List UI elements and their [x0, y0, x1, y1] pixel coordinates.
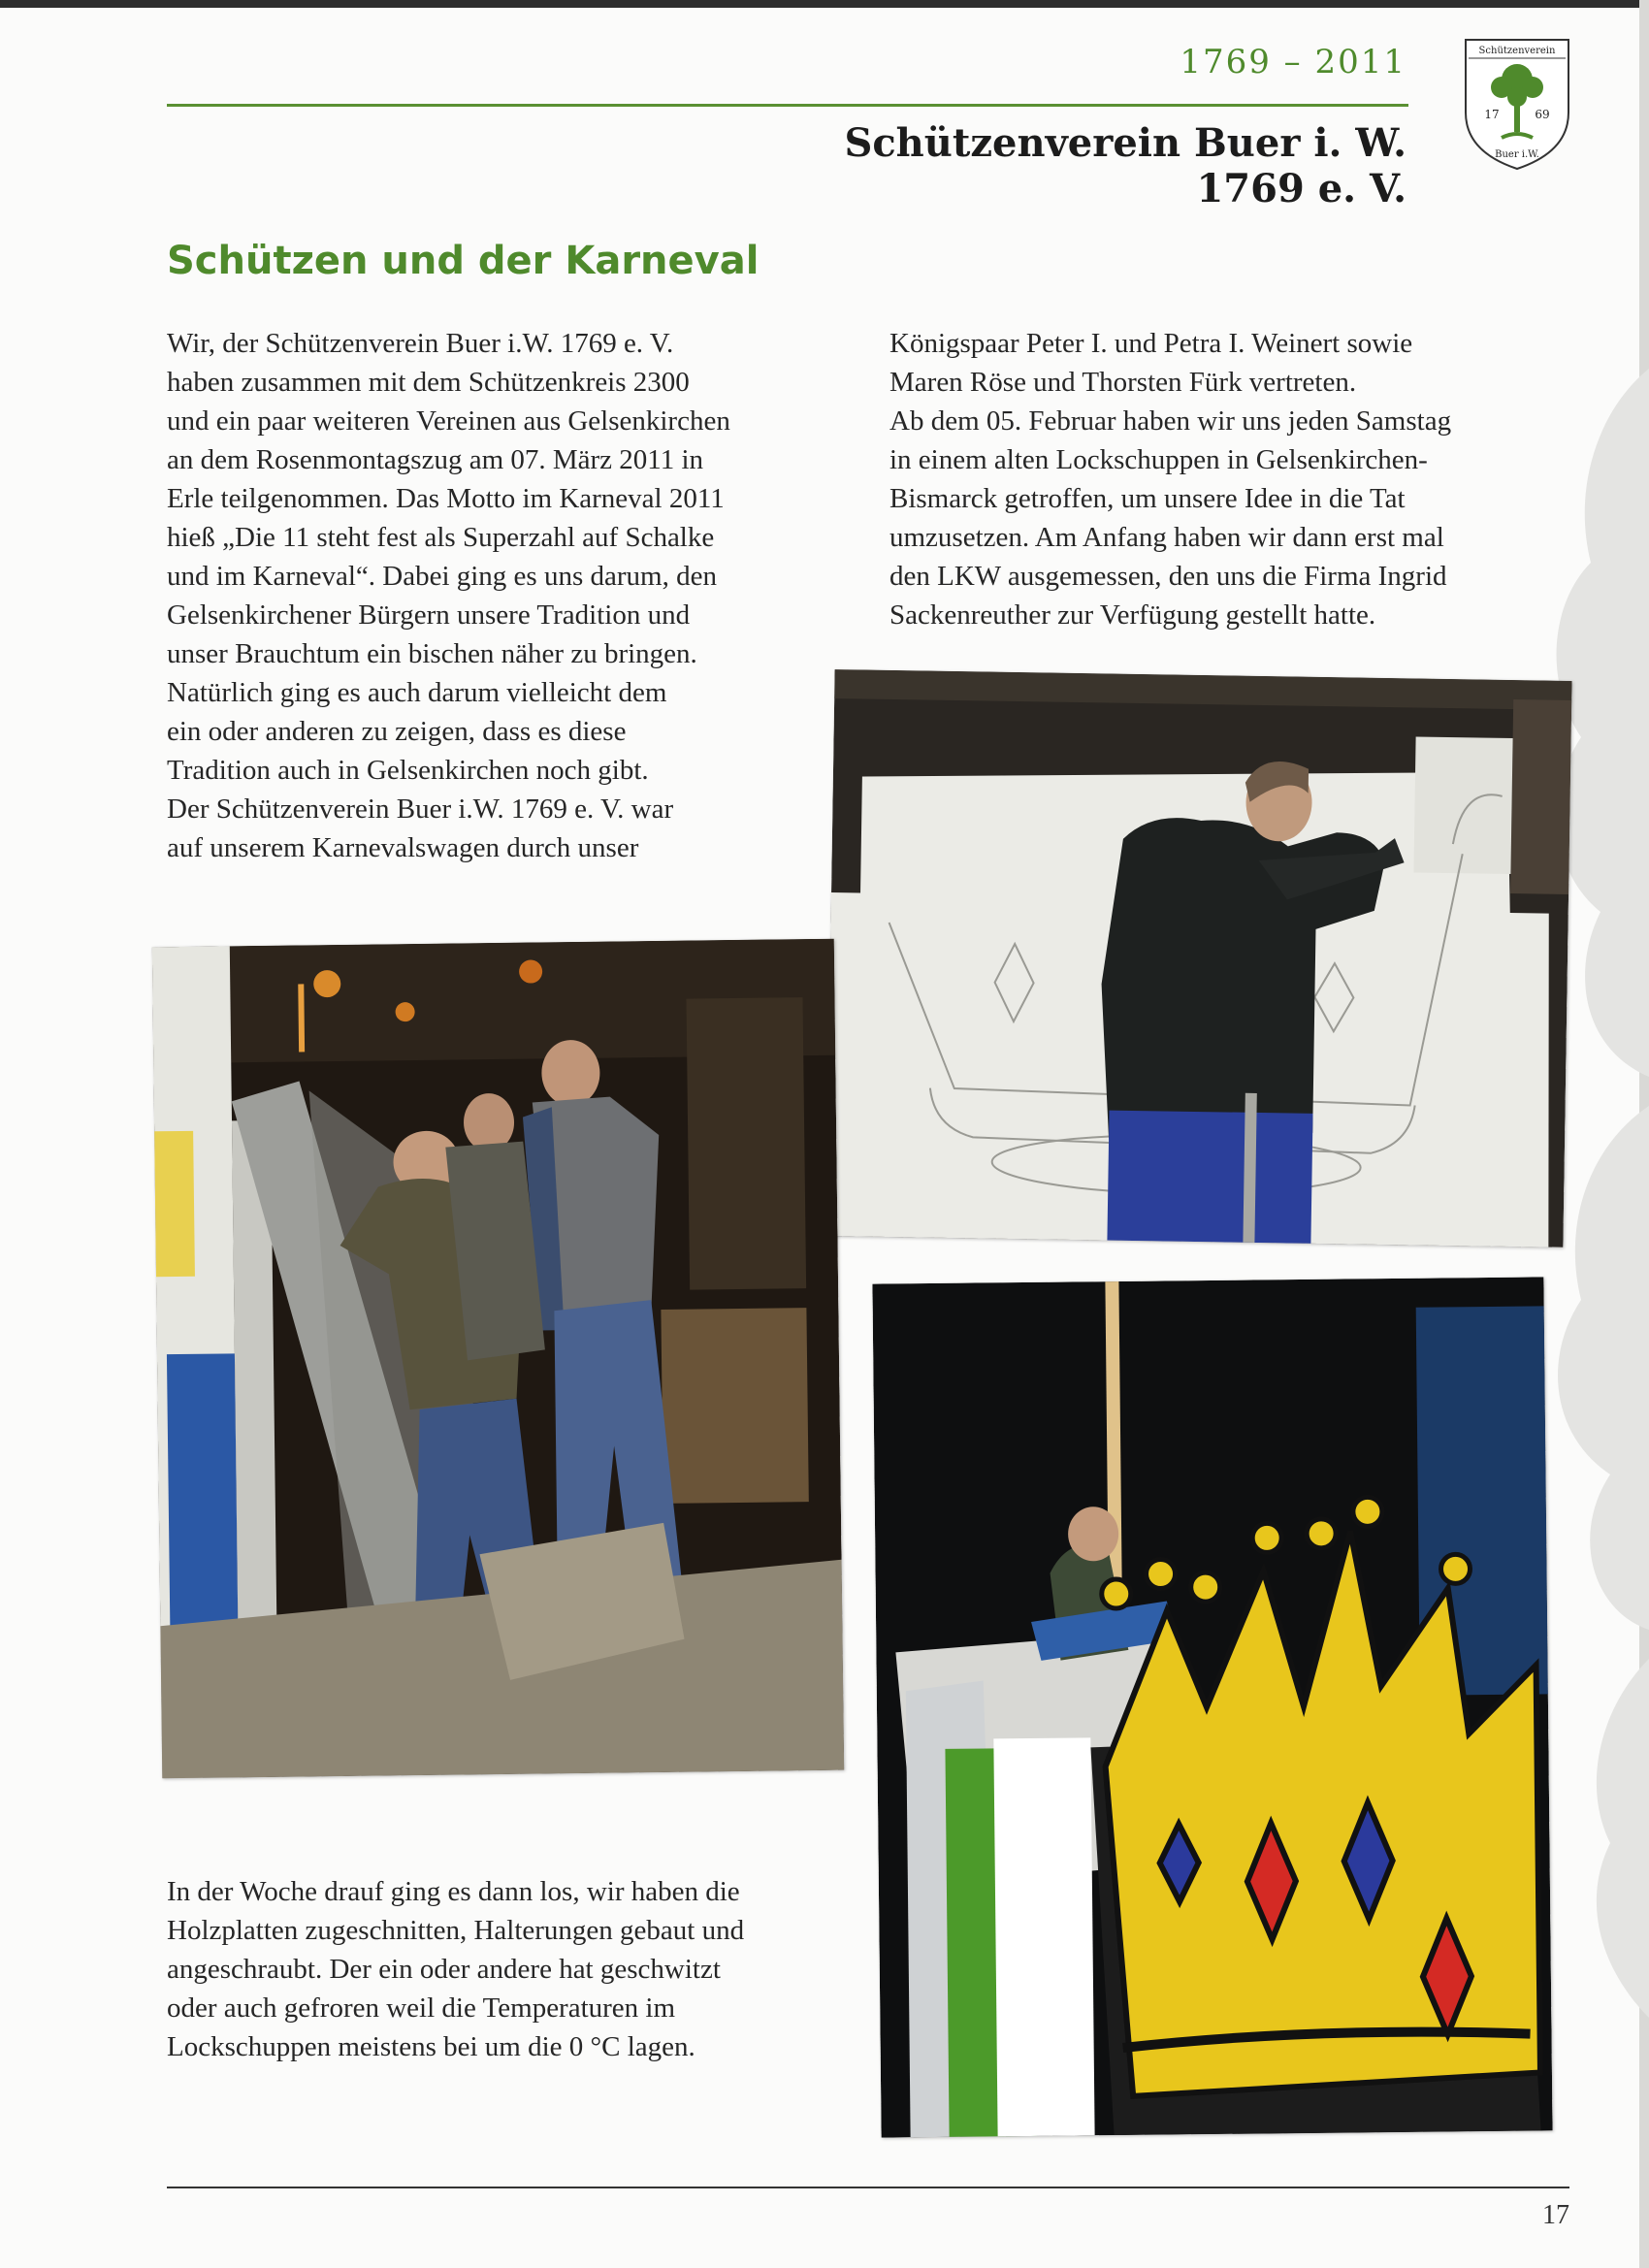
photo-drawing-crown [825, 669, 1571, 1247]
page-top-edge [0, 0, 1649, 8]
text-line: Bismarck getroffen, um unsere Idee in die Tat [889, 483, 1406, 514]
header-years: 1769 – 2011 [1180, 43, 1406, 81]
header-rule [167, 104, 1408, 107]
text-line: auf unserem Karnevalswagen durch unser [167, 832, 639, 863]
article-bottom-column [167, 1872, 846, 2066]
text-line: Maren Röse und Thorsten Fürk vertreten. [889, 367, 1357, 398]
text-line: Holzplatten zugeschnitten, Halterungen gebaut und [167, 1915, 745, 1946]
text-line: In der Woche drauf ging es dann los, wir haben die [167, 1876, 740, 1907]
text-line: an dem Rosenmontagszug am 07. März 2011 in [167, 444, 704, 475]
text-line: Der Schützenverein Buer i.W. 1769 e. V. war [167, 794, 674, 825]
text-line: in einem alten Lockschuppen in Gelsenkirchen- [889, 444, 1428, 475]
page-number: 17 [1542, 2200, 1569, 2230]
text-line: und im Karneval“. Dabei ging es uns darum, den [167, 561, 717, 592]
text-line: Gelsenkirchener Bürgern unsere Tradition und [167, 599, 691, 631]
text-line: haben zusammen mit dem Schützenkreis 2300 [167, 367, 690, 398]
article-title: Schützen und der Karneval [167, 239, 760, 283]
text-line: oder auch gefroren weil die Temperaturen im [167, 1993, 676, 2024]
footer-rule [167, 2187, 1569, 2188]
text-line: Königspaar Peter I. und Petra I. Weinert sowie [889, 328, 1413, 359]
crest-bottom-text: Buer i.W. [1495, 149, 1539, 160]
text-line: Ab dem 05. Februar haben wir uns jeden Samstag [889, 405, 1452, 437]
text-line: den LKW ausgemessen, den uns die Firma Ingrid [889, 561, 1447, 592]
crest-year-left: 17 [1484, 108, 1500, 121]
text-line: Wir, der Schützenverein Buer i.W. 1769 e. V. [167, 328, 674, 359]
text-line: Natürlich ging es auch darum vielleicht dem [167, 677, 667, 708]
club-crest-icon [1463, 37, 1571, 171]
article-left-column [167, 324, 826, 867]
text-line: Tradition auch in Gelsenkirchen noch gibt. [167, 755, 649, 786]
text-line: Sackenreuther zur Verfügung gestellt hatte. [889, 599, 1376, 631]
text-line: Lockschuppen meistens bei um die 0 °C lagen. [167, 2031, 695, 2062]
text-line: unser Brauchtum ein bischen näher zu bringen. [167, 638, 697, 669]
text-line: umzusetzen. Am Anfang haben wir dann erst mal [889, 522, 1444, 553]
crest-year-right: 69 [1535, 108, 1550, 121]
article-right-column [889, 324, 1510, 634]
text-line: ein oder anderen zu zeigen, dass es diese [167, 716, 627, 747]
text-line: Erle teilgenommen. Das Motto im Karneval 2011 [167, 483, 725, 514]
crest-top-text: Schützenverein [1478, 46, 1556, 56]
photo-yellow-crown [872, 1277, 1552, 2137]
text-line: angeschraubt. Der ein oder andere hat geschwitzt [167, 1954, 721, 1985]
text-line: und ein paar weiteren Vereinen aus Gelsenkirchen [167, 405, 730, 437]
header-club-name: Schützenverein Buer i. W. 1769 e. V. [844, 120, 1406, 211]
photo-drilling-board [152, 939, 844, 1779]
text-line: hieß „Die 11 steht fest als Superzahl auf Schalke [167, 522, 715, 553]
